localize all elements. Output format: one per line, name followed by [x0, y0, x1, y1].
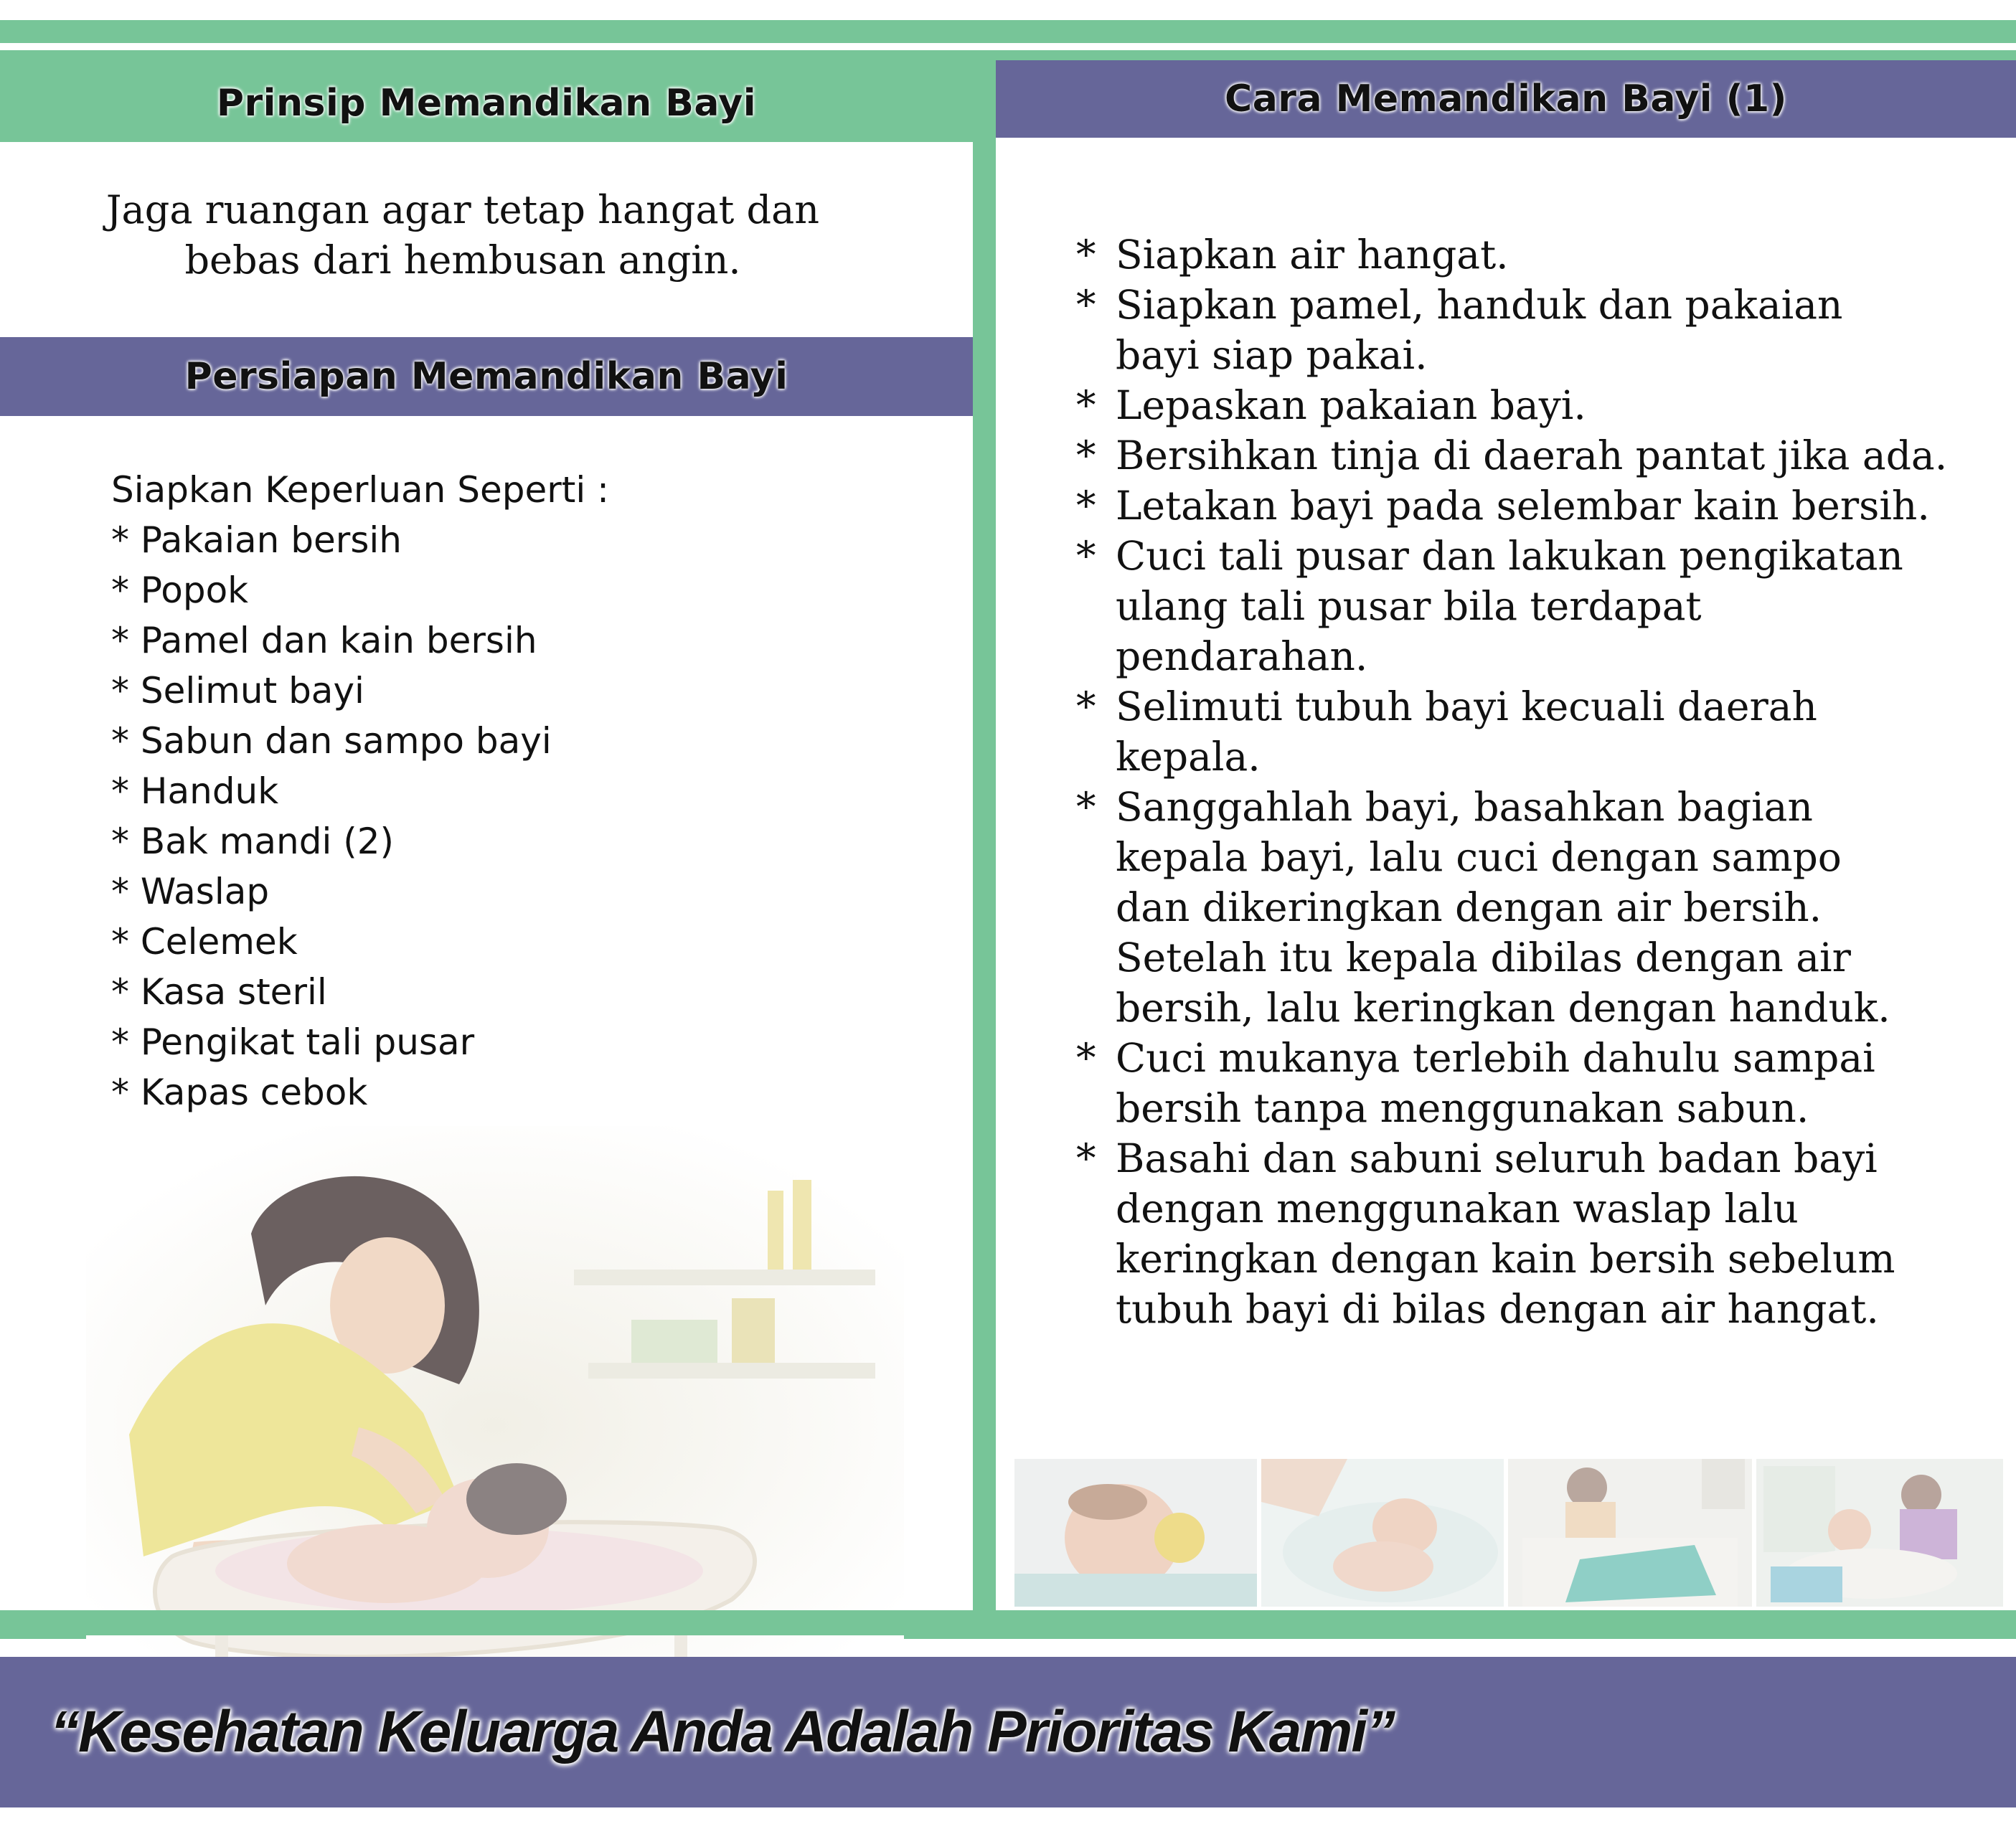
step-bullet: * [1076, 232, 1096, 278]
step-text [1116, 1133, 2009, 1334]
preparation-header [0, 337, 973, 416]
steps-title: Cara Memandikan Bayi (1) [1225, 77, 1787, 120]
step-text [1116, 1033, 2009, 1133]
step-item [1076, 531, 2009, 681]
footer-bar [0, 1657, 2016, 1807]
list-item: * Popok [111, 570, 249, 611]
list-item: * Pengikat tali pusar [111, 1021, 475, 1063]
step-line: keringkan dengan kain bersih sebelum [1116, 1236, 1895, 1282]
step-bullet: * [1076, 684, 1096, 729]
step-line: Lepaskan pakaian bayi. [1116, 382, 1586, 428]
step-line: kepala bayi, lalu cuci dengan sampo [1116, 834, 1842, 880]
step-item [1076, 230, 2009, 280]
step-bullet: * [1076, 433, 1096, 478]
step-line: pendarahan. [1116, 633, 1368, 679]
step-line: Selimuti tubuh bayi kecuali daerah [1116, 684, 1817, 729]
left-panel [0, 65, 973, 1610]
list-item: * Bak mandi (2) [111, 821, 395, 862]
footer-slogan: “Kesehatan Keluarga Anda Adalah Prioritas Kami” [50, 1699, 1395, 1764]
step-line: Bersihkan tinja di daerah pantat jika ada. [1116, 433, 1948, 478]
step-item [1076, 782, 2009, 1033]
step-text [1116, 481, 2009, 531]
list-item: * Waslap [111, 871, 270, 912]
step-bullet: * [1076, 1035, 1096, 1081]
bathing-photo-1 [1014, 1459, 1257, 1607]
step-item [1076, 681, 2009, 782]
steps-header [996, 60, 2016, 138]
step-bullet: * [1076, 483, 1096, 529]
steps-list [1076, 230, 2009, 1334]
preparation-list [111, 465, 900, 1117]
step-line: bersih tanpa menggunakan sabun. [1116, 1085, 1809, 1131]
step-text [1116, 782, 2009, 1033]
step-bullet: * [1076, 282, 1096, 328]
step-line: dengan menggunakan waslap lalu [1116, 1186, 1799, 1232]
bathing-photo-2 [1261, 1459, 1504, 1607]
step-item [1076, 1033, 2009, 1133]
step-text [1116, 681, 2009, 782]
step-text [1116, 280, 2009, 380]
right-panel [996, 60, 2016, 1611]
step-line: dan dikeringkan dengan air bersih. [1116, 884, 1822, 930]
list-item: * Selimut bayi [111, 670, 364, 712]
principle-text [0, 185, 925, 285]
step-bullet: * [1076, 382, 1096, 428]
step-line: ulang tali pusar bila terdapat [1116, 583, 1702, 629]
step-line: Siapkan air hangat. [1116, 232, 1509, 278]
list-item: * Kapas cebok [111, 1072, 368, 1113]
list-item: * Kasa steril [111, 971, 327, 1013]
list-item: * Sabun dan sampo bayi [111, 720, 552, 762]
list-item: * Celemek [111, 921, 298, 963]
step-line: kepala. [1116, 734, 1261, 780]
step-item [1076, 1133, 2009, 1334]
list-item: * Pamel dan kain bersih [111, 620, 537, 661]
bathing-photo-4 [1756, 1459, 2003, 1607]
bathing-photo-3 [1508, 1459, 1752, 1607]
step-text [1116, 380, 2009, 430]
step-line: Cuci mukanya terlebih dahulu sampai [1116, 1035, 1875, 1081]
step-line: bersih, lalu keringkan dengan handuk. [1116, 985, 1890, 1031]
step-line: Siapkan pamel, handuk dan pakaian [1116, 282, 1843, 328]
list-item: * Handuk [111, 770, 279, 812]
step-item [1076, 280, 2009, 380]
principle-line: Jaga ruangan agar tetap hangat dan [105, 187, 820, 232]
step-line: tubuh bayi di bilas dengan air hangat. [1116, 1286, 1879, 1332]
step-line: bayi siap pakai. [1116, 332, 1428, 378]
preparation-title: Persiapan Memandikan Bayi [184, 355, 788, 398]
step-text [1116, 531, 2009, 681]
step-bullet: * [1076, 1135, 1096, 1181]
principle-line: bebas dari hembusan angin. [184, 237, 741, 283]
step-text [1116, 430, 2009, 481]
mother-bathing-baby-illustration [86, 1126, 904, 1671]
step-bullet: * [1076, 533, 1096, 579]
step-line: Basahi dan sabuni seluruh badan bayi [1116, 1135, 1878, 1181]
principle-header [0, 65, 973, 142]
principle-title: Prinsip Memandikan Bayi [216, 82, 757, 125]
list-item: * Pakaian bersih [111, 519, 402, 561]
preparation-intro: Siapkan Keperluan Seperti : [111, 469, 610, 511]
step-text [1116, 230, 2009, 280]
step-item [1076, 380, 2009, 430]
bottom-stripe [0, 1610, 2016, 1635]
step-item [1076, 481, 2009, 531]
step-line: Sanggahlah bayi, basahkan bagian [1116, 784, 1813, 830]
step-item [1076, 430, 2009, 481]
step-line: Cuci tali pusar dan lakukan pengikatan [1116, 533, 1903, 579]
step-bullet: * [1076, 784, 1096, 830]
top-stripe-thin [0, 20, 2016, 43]
step-line: Letakan bayi pada selembar kain bersih. [1116, 483, 1930, 529]
step-line: Setelah itu kepala dibilas dengan air [1116, 935, 1851, 980]
